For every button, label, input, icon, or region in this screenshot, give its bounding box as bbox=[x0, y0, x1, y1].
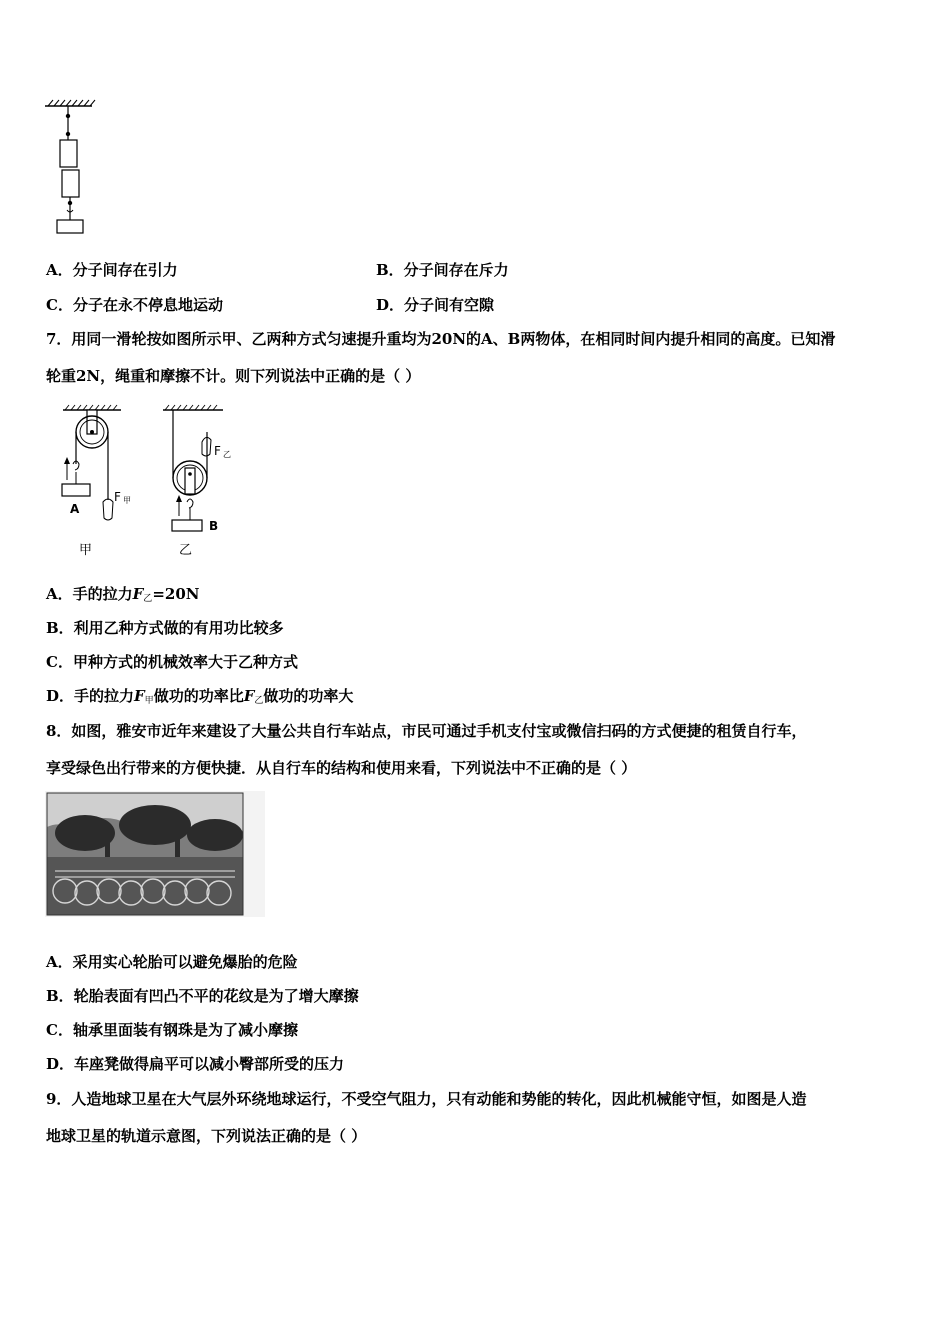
q8-option-c: C．轴承里面装有钢珠是为了减小摩擦 bbox=[46, 1021, 298, 1039]
q7-pulley-figure bbox=[55, 402, 245, 564]
q7-force-yi: F bbox=[214, 444, 221, 458]
q9-stem-line2: 地球卫星的轨道示意图，下列说法正确的是（ ） bbox=[46, 1127, 367, 1145]
q7-option-a: A．手的拉力$F_乙=20N$ bbox=[46, 585, 200, 604]
q8-option-d: D．车座凳做得扁平可以减小臀部所受的压力 bbox=[46, 1055, 345, 1073]
q6-lead-blocks-figure bbox=[40, 98, 100, 238]
q6-option-a: A．分子间存在引力 bbox=[46, 261, 178, 279]
q7-caption-yi: 乙 bbox=[179, 543, 193, 558]
q7-option-c: C．甲种方式的机械效率大于乙种方式 bbox=[46, 653, 298, 671]
q8-stem-line1: 8．如图，雅安市近年来建设了大量公共自行车站点，市民可通过手机支付宝或微信扫码的方式便捷的租赁自行车， bbox=[46, 722, 807, 740]
q7-option-d: D．手的拉力$F_甲$做功的功率比$F_乙$做功的功率大 bbox=[46, 687, 354, 706]
q7-label-a: A bbox=[70, 502, 80, 516]
q8-option-b: B．轮胎表面有凹凸不平的花纹是为了增大摩擦 bbox=[46, 987, 359, 1005]
q8-option-a: A．采用实心轮胎可以避免爆胎的危险 bbox=[46, 953, 298, 971]
q7-caption-jia: 甲 bbox=[79, 543, 93, 558]
q6-option-c: C．分子在永不停息地运动 bbox=[46, 296, 223, 314]
q7-force-yi-sub: 乙 bbox=[223, 450, 231, 459]
q7-option-b: B．利用乙种方式做的有用功比较多 bbox=[46, 619, 284, 637]
q7-force-jia-sub: 甲 bbox=[123, 496, 131, 505]
q7-stem-line2: 轮重2N，绳重和摩擦不计。则下列说法中正确的是（ ） bbox=[46, 367, 421, 385]
q7-stem-line1: 7．用同一滑轮按如图所示甲、乙两种方式匀速提升重均为20N的A、B两物体，在相同时间内提升相同的高度。已知滑 bbox=[46, 330, 836, 348]
q7-label-b: B bbox=[209, 519, 219, 533]
q6-option-b: B．分子间存在斥力 bbox=[376, 261, 509, 279]
q6-option-d: D．分子间有空隙 bbox=[376, 296, 495, 314]
q7-force-jia: F bbox=[114, 490, 121, 504]
q9-stem-line1: 9．人造地球卫星在大气层外环绕地球运行，不受空气阻力，只有动能和势能的转化，因此机械能守恒，如图是人造 bbox=[46, 1090, 807, 1108]
q8-bike-station-photo bbox=[45, 791, 265, 917]
q8-stem-line2: 享受绿色出行带来的方便快捷．从自行车的结构和使用来看，下列说法中不正确的是（ ） bbox=[46, 759, 637, 777]
